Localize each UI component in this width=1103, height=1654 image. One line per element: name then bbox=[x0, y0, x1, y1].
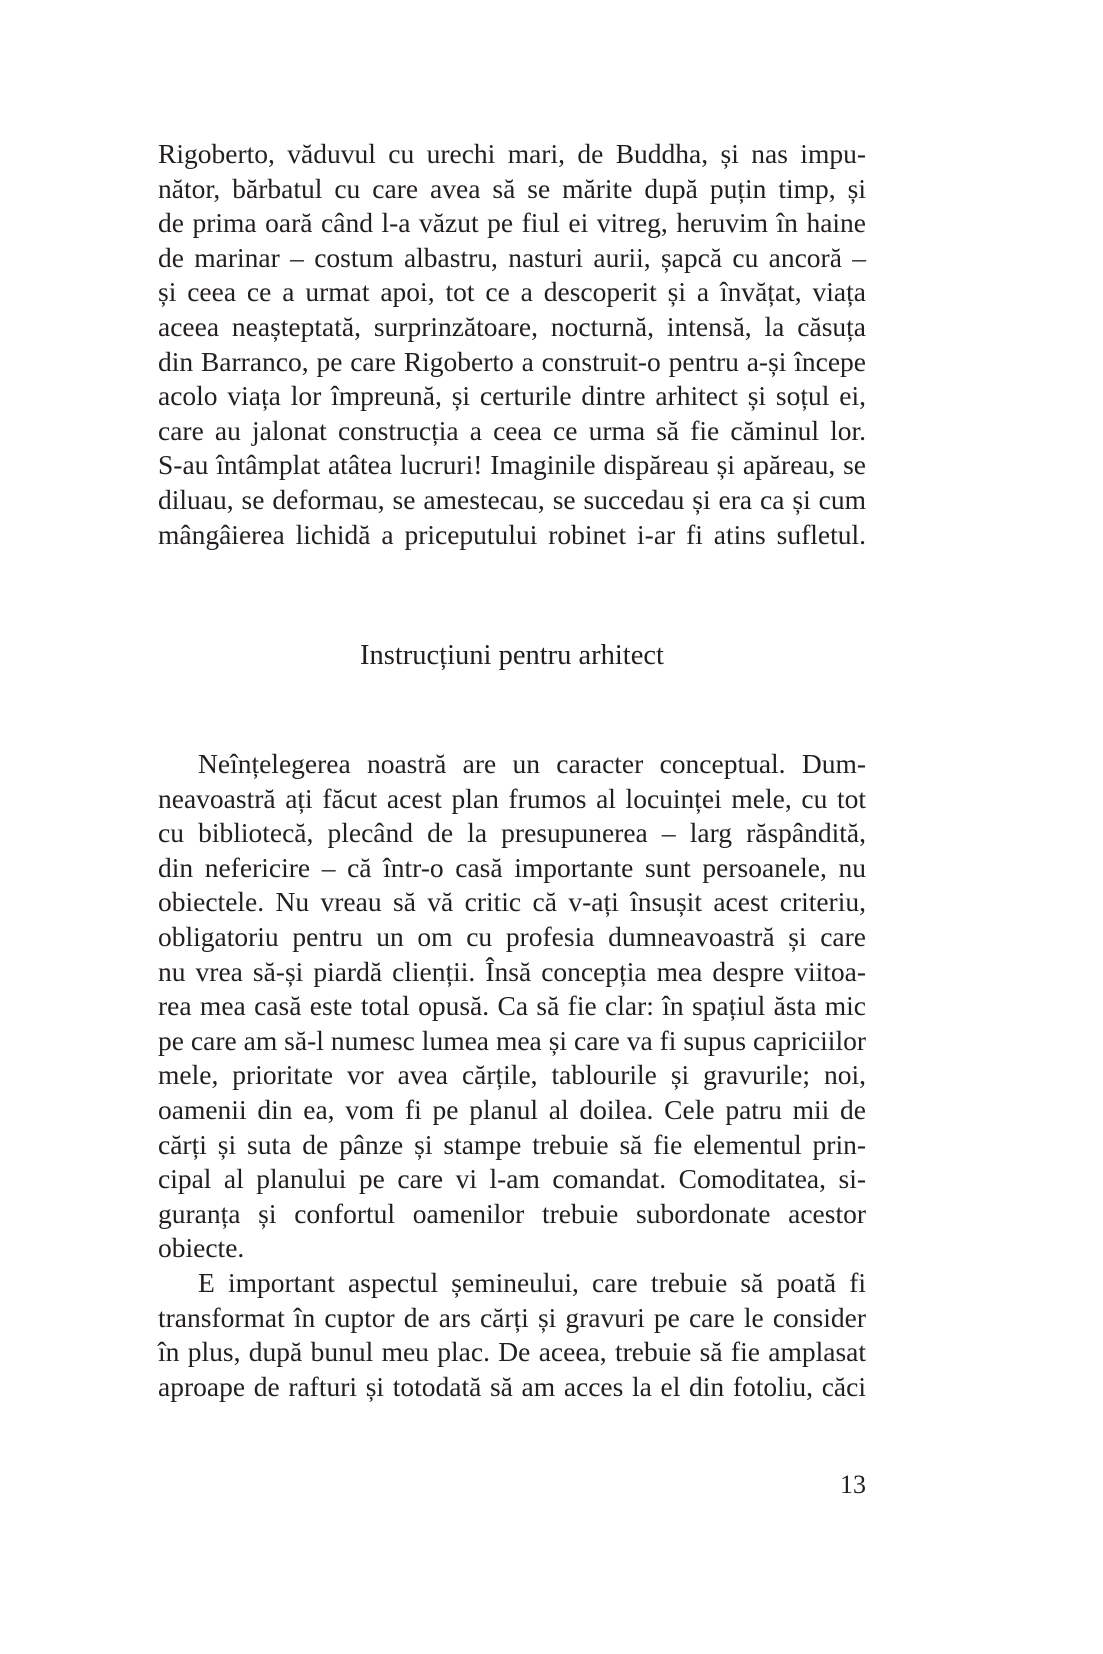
text-line: și ceea ce a urmat apoi, tot ce a descoperit și a învățat, viața bbox=[158, 276, 866, 308]
section-heading: Instrucțiuni pentru arhitect bbox=[360, 640, 664, 671]
text-line: E important aspectul șemineului, care trebuie să poată fi bbox=[198, 1266, 866, 1298]
text-line: de prima oară când l-a văzut pe fiul ei vitreg, heruvim în haine bbox=[158, 207, 866, 239]
text-line: Rigoberto, văduvul cu urechi mari, de Buddha, și nas impu- bbox=[158, 138, 866, 169]
text-line: pe care am să-l numesc lumea mea și care va fi supus capriciilor bbox=[158, 1024, 866, 1056]
text-line: S-au întâmplat atâtea lucruri! Imaginile dispăreau și apăreau, se bbox=[158, 449, 866, 481]
paragraph-2 bbox=[158, 1266, 866, 1404]
text-line: cipal al planului pe care vi l-am comandat. Comoditatea, si- bbox=[158, 1163, 866, 1195]
paragraph-1 bbox=[158, 747, 866, 1266]
text-line: în plus, după bunul meu plac. De aceea, trebuie să fie amplasat bbox=[158, 1336, 866, 1368]
text-line: nu vrea să-și piardă clienții. Însă concepția mea despre viitoa- bbox=[158, 955, 866, 987]
text-line: oamenii din ea, vom fi pe planul al doilea. Cele patru mii de bbox=[158, 1093, 866, 1125]
text-line: cu bibliotecă, plecând de la presupunerea – larg răspândită, bbox=[158, 817, 866, 849]
text-line: care au jalonat construcția a ceea ce urma să fie căminul lor. bbox=[158, 414, 866, 446]
text-line: guranța și confortul oamenilor trebuie subordonate acestor bbox=[158, 1197, 866, 1229]
page-number: 13 bbox=[840, 1470, 866, 1499]
text-line: transformat în cuptor de ars cărți și gravuri pe care le consider bbox=[158, 1301, 866, 1333]
text-line: obiecte. bbox=[158, 1232, 245, 1264]
text-line: obiectele. Nu vreau să vă critic că v-ați însușit acest criteriu, bbox=[158, 886, 866, 918]
text-line: aproape de rafturi și totodată să am acces la el din fotoliu, căci bbox=[158, 1370, 866, 1402]
text-line: obligatoriu pentru un om cu profesia dumneavoastră și care bbox=[158, 920, 866, 952]
text-line: rea mea casă este total opusă. Ca să fie clar: în spațiul ăsta mic bbox=[158, 990, 866, 1022]
text-line: din Barranco, pe care Rigoberto a construit-o pentru a-și începe bbox=[158, 345, 866, 377]
text-line: mângâierea lichidă a priceputului robinet i-ar fi atins sufletul. bbox=[158, 518, 866, 550]
text-line: cărți și suta de pânze și stampe trebuie să fie elementul prin- bbox=[158, 1128, 866, 1160]
body-text bbox=[158, 747, 866, 1404]
text-line: Neînțelegerea noastră are un caracter conceptual. Dum- bbox=[198, 748, 866, 779]
text-line: nător, bărbatul cu care avea să se mărite după puțin timp, și bbox=[158, 172, 866, 204]
text-line: de marinar – costum albastru, nasturi aurii, șapcă cu ancoră – bbox=[158, 241, 866, 273]
text-line: din nefericire – că într-o casă importante sunt persoanele, nu bbox=[158, 851, 866, 883]
text-line: diluau, se deformau, se amestecau, se succedau și era ca și cum bbox=[158, 483, 866, 515]
text-line: neavoastră ați făcut acest plan frumos al locuinței mele, cu tot bbox=[158, 782, 866, 814]
text-line: mele, prioritate vor avea cărțile, tablourile și gravurile; noi, bbox=[158, 1059, 866, 1091]
text-line: aceea neașteptată, surprinzătoare, nocturnă, intensă, la căsuța bbox=[158, 310, 866, 342]
continued-paragraph bbox=[158, 137, 866, 552]
text-line: acolo viața lor împreună, și certurile dintre arhitect și soțul ei, bbox=[158, 380, 866, 412]
